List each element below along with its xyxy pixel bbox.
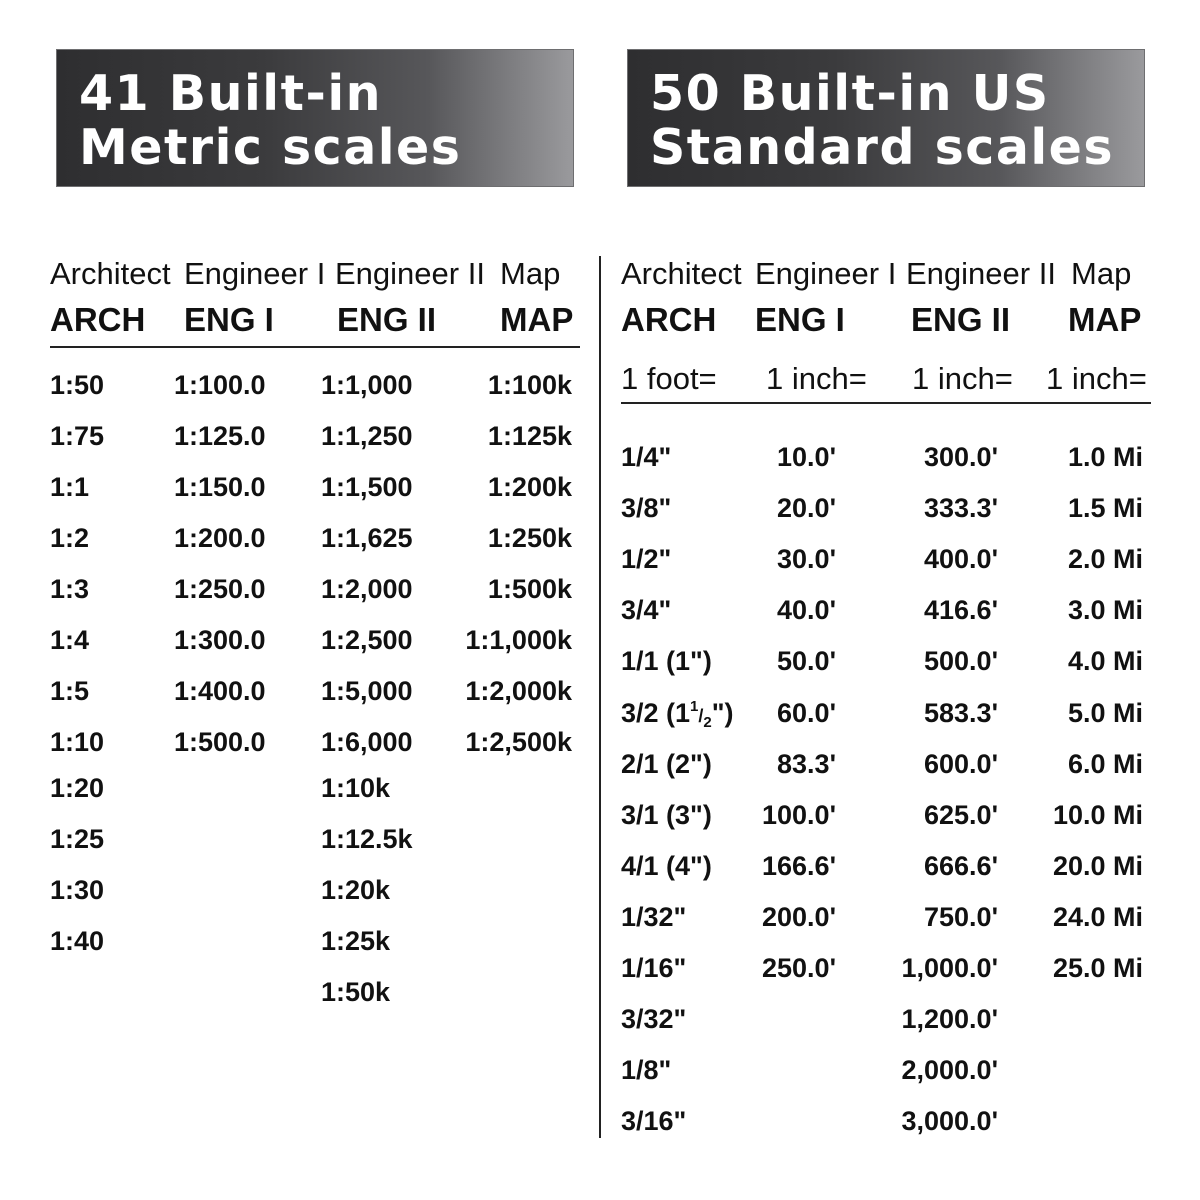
- metric-eng1-cell: 1:150.0: [174, 472, 266, 502]
- metric-header-map: Map: [500, 256, 561, 291]
- us-unit-arch: 1 foot=: [621, 361, 717, 396]
- us-banner: [627, 49, 1145, 187]
- metric-title-line2: Metric scales: [79, 119, 462, 176]
- metric-arch-cell: 1:5: [50, 676, 90, 706]
- metric-eng2-cell: 1:5,000: [321, 676, 413, 706]
- metric-map-cell: 1:2,500k: [465, 727, 572, 757]
- metric-banner: [56, 49, 574, 187]
- us-header-engineer-1: Engineer I: [755, 256, 897, 291]
- us-eng2-cell: 300.0': [924, 442, 998, 472]
- us-map-cell: 4.0 Mi: [1067, 646, 1143, 676]
- us-map-cell: 24.0 Mi: [1052, 902, 1143, 932]
- metric-eng2-cell: 1:6,000: [321, 727, 413, 757]
- us-title-line2: Standard scales: [650, 119, 1115, 176]
- us-eng2-cell: 1,200.0': [901, 1004, 998, 1034]
- us-eng1-cell: 250.0': [762, 953, 836, 983]
- metric-arch-cell: 1:3: [50, 574, 90, 604]
- metric-arch-cell: 1:75: [50, 421, 105, 451]
- metric-title-line1: 41 Built-in: [79, 65, 383, 122]
- us-arch-cell: 1/1 (1"): [621, 646, 712, 676]
- us-arch-cell: 3/8": [621, 493, 672, 523]
- metric-eng1-cell: 1:300.0: [174, 625, 266, 655]
- metric-header-engineer-2: Engineer II: [335, 256, 485, 291]
- metric-map-cell: 1:500k: [487, 574, 572, 604]
- us-header-architect: Architect: [621, 256, 742, 291]
- us-arch-cell: 1/8": [621, 1055, 672, 1085]
- metric-map-cell: 1:2,000k: [465, 676, 572, 706]
- us-arch-cell: 3/16": [621, 1106, 687, 1136]
- us-header-engineer-2: Engineer II: [906, 256, 1056, 291]
- us-map-cell: 3.0 Mi: [1067, 595, 1143, 625]
- us-eng2-cell: 416.6': [924, 595, 998, 625]
- us-map-cell: 5.0 Mi: [1067, 698, 1143, 728]
- us-map-cell: 1.0 Mi: [1067, 442, 1143, 472]
- us-arch-cell: 1/4": [621, 442, 672, 472]
- us-unit-eng2: 1 inch=: [912, 361, 1013, 396]
- metric-header-engineer-1: Engineer I: [184, 256, 326, 291]
- us-arch-cell: 3/2 $(1^1/_2")$: [621, 698, 734, 731]
- us-eng2-cell: 750.0': [924, 902, 998, 932]
- us-eng2-cell: 625.0': [924, 800, 998, 830]
- section-divider: [599, 256, 601, 1138]
- us-eng1-cell: 50.0': [777, 646, 836, 676]
- us-abbr-eng1: ENG I: [755, 301, 845, 338]
- us-eng1-cell: 83.3': [777, 749, 836, 779]
- us-eng2-cell: 2,000.0': [901, 1055, 998, 1085]
- us-unit-eng1: 1 inch=: [766, 361, 867, 396]
- us-map-cell: 10.0 Mi: [1052, 800, 1143, 830]
- metric-eng1-cell: 1:100.0: [174, 370, 266, 400]
- us-arch-cell: 1/2": [621, 544, 672, 574]
- metric-arch-cell: 1:25: [50, 824, 105, 854]
- metric-eng2-cell: 1:25k: [321, 926, 391, 956]
- us-eng2-cell: 500.0': [924, 646, 998, 676]
- us-abbr-map: MAP: [1068, 301, 1142, 338]
- metric-header-rule: [50, 346, 580, 348]
- us-eng1-cell: 20.0': [777, 493, 836, 523]
- us-map-cell: 2.0 Mi: [1067, 544, 1143, 574]
- metric-eng2-cell: 1:20k: [321, 875, 391, 905]
- us-eng2-cell: 600.0': [924, 749, 998, 779]
- us-unit-map: 1 inch=: [1046, 361, 1147, 396]
- us-eng1-cell: 200.0': [762, 902, 836, 932]
- us-header-map: Map: [1071, 256, 1132, 291]
- metric-header-architect: Architect: [50, 256, 171, 291]
- metric-eng1-cell: 1:125.0: [174, 421, 266, 451]
- metric-eng2-cell: 1:1,625: [321, 523, 413, 553]
- us-arch-cell: 2/1 (2"): [621, 749, 712, 779]
- metric-abbr-arch: ARCH: [50, 301, 146, 338]
- metric-eng2-cell: 1:1,250: [321, 421, 413, 451]
- us-title-line1: 50 Built-in US: [650, 65, 1050, 122]
- metric-eng1-cell: 1:400.0: [174, 676, 266, 706]
- us-eng1-cell: 166.6': [762, 851, 836, 881]
- us-map-cell: 20.0 Mi: [1052, 851, 1143, 881]
- metric-map-cell: 1:125k: [487, 421, 572, 451]
- metric-arch-cell: 1:30: [50, 875, 105, 905]
- us-eng2-cell: 666.6': [924, 851, 998, 881]
- us-arch-cell: 1/16": [621, 953, 687, 983]
- metric-arch-cell: 1:4: [50, 625, 90, 655]
- metric-arch-cell: 1:40: [50, 926, 105, 956]
- metric-eng2-cell: 1:2,500: [321, 625, 413, 655]
- metric-abbr-eng2: ENG II: [337, 301, 437, 338]
- us-map-cell: 1.5 Mi: [1067, 493, 1143, 523]
- us-eng1-cell: 10.0': [777, 442, 836, 472]
- metric-arch-cell: 1:10: [50, 727, 105, 757]
- us-eng1-cell: 40.0': [777, 595, 836, 625]
- metric-eng2-cell: 1:10k: [321, 773, 391, 803]
- metric-eng1-cell: 1:250.0: [174, 574, 266, 604]
- us-map-cell: 25.0 Mi: [1052, 953, 1143, 983]
- metric-abbr-map: MAP: [500, 301, 574, 338]
- metric-arch-cell: 1:50: [50, 370, 105, 400]
- us-eng2-cell: 400.0': [924, 544, 998, 574]
- us-arch-cell: 4/1 (4"): [621, 851, 712, 881]
- metric-map-cell: 1:200k: [487, 472, 572, 502]
- us-map-cell: 6.0 Mi: [1067, 749, 1143, 779]
- metric-map-cell: 1:1,000k: [465, 625, 572, 655]
- metric-eng1-cell: 1:200.0: [174, 523, 266, 553]
- metric-map-cell: 1:250k: [487, 523, 572, 553]
- us-eng2-cell: 1,000.0': [901, 953, 998, 983]
- metric-arch-cell: 1:2: [50, 523, 90, 553]
- us-eng1-cell: 60.0': [777, 698, 836, 728]
- us-arch-cell: 3/1 (3"): [621, 800, 712, 830]
- metric-arch-cell: 1:1: [50, 472, 90, 502]
- us-eng1-cell: 100.0': [762, 800, 836, 830]
- us-eng1-cell: 30.0': [777, 544, 836, 574]
- metric-arch-cell: 1:20: [50, 773, 105, 803]
- us-arch-cell: 3/4": [621, 595, 672, 625]
- metric-eng2-cell: 1:50k: [321, 977, 391, 1007]
- metric-eng2-cell: 1:2,000: [321, 574, 413, 604]
- us-arch-cell: 1/32": [621, 902, 687, 932]
- metric-eng1-cell: 1:500.0: [174, 727, 266, 757]
- metric-eng2-cell: 1:12.5k: [321, 824, 413, 854]
- us-eng2-cell: 333.3': [924, 493, 998, 523]
- metric-eng2-cell: 1:1,500: [321, 472, 413, 502]
- us-abbr-eng2: ENG II: [911, 301, 1011, 338]
- us-header-rule: [621, 402, 1151, 404]
- metric-eng2-cell: 1:1,000: [321, 370, 413, 400]
- us-abbr-arch: ARCH: [621, 301, 717, 338]
- us-eng2-cell: 583.3': [924, 698, 998, 728]
- us-arch-cell: 3/32": [621, 1004, 687, 1034]
- us-eng2-cell: 3,000.0': [901, 1106, 998, 1136]
- metric-abbr-eng1: ENG I: [184, 301, 274, 338]
- metric-map-cell: 1:100k: [487, 370, 572, 400]
